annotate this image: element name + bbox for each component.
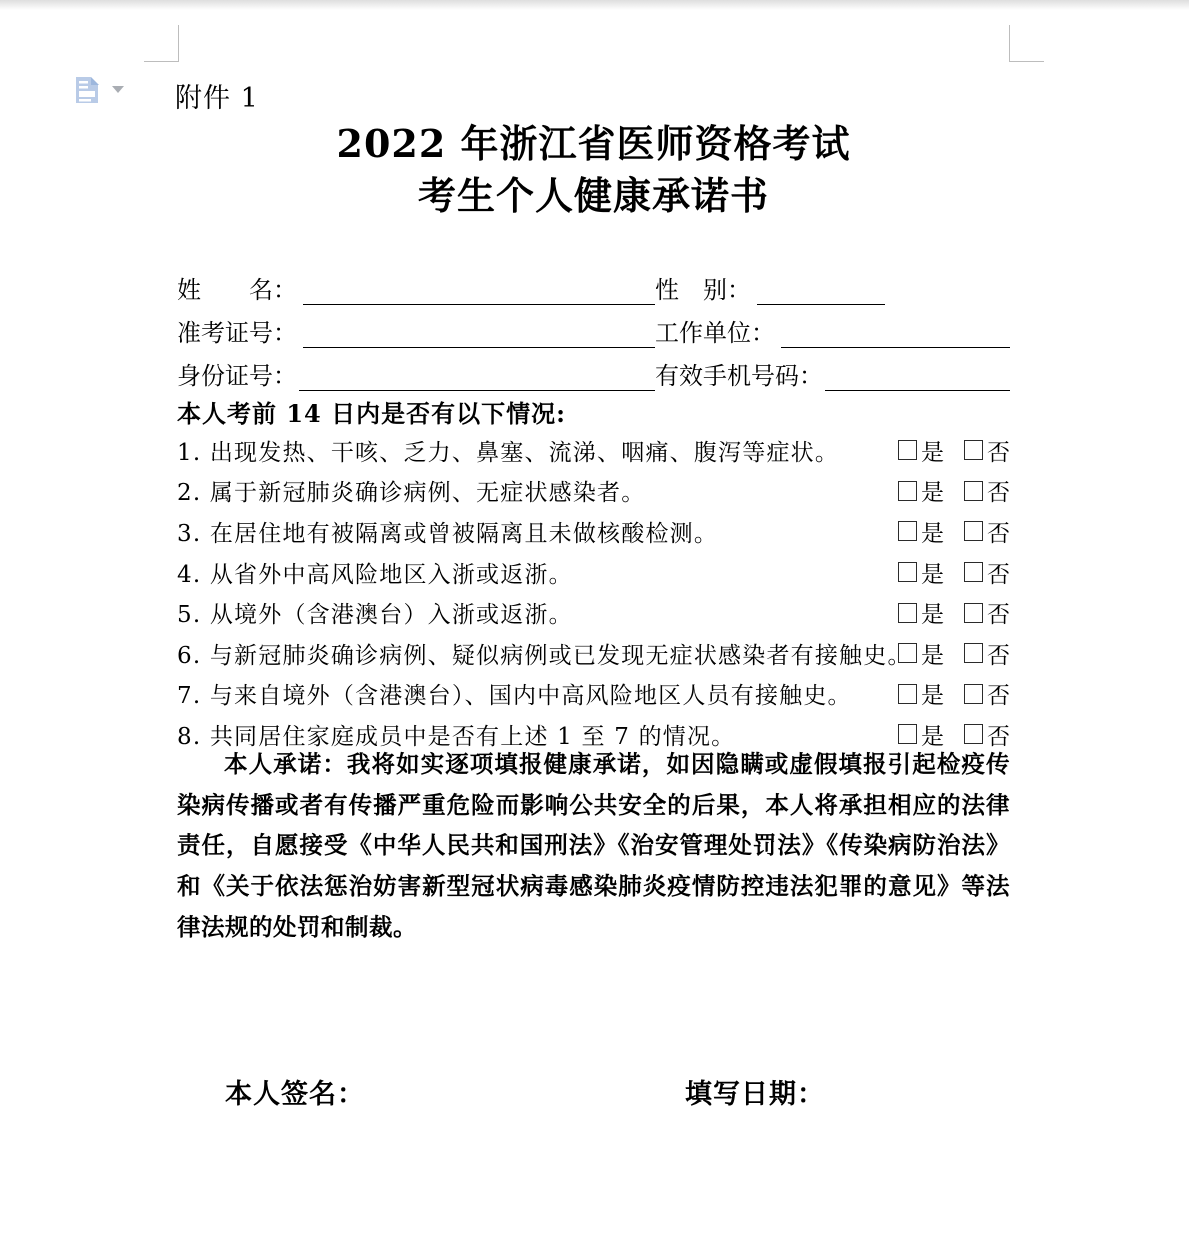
margin-corner-right-icon [1009, 25, 1044, 62]
checklist-row-7 [177, 674, 1010, 715]
margin-corner-left-icon [144, 25, 179, 62]
no-checkbox-7[interactable]: 否 [964, 677, 1010, 710]
paste-options-button[interactable] [74, 74, 126, 106]
window-top-edge [0, 0, 1189, 10]
checklist-row-4 [177, 552, 1010, 593]
work-unit-label: 工作单位： [655, 319, 775, 347]
checklist-heading: 本人考前 14 日内是否有以下情况: [177, 399, 566, 428]
checkbox-icon[interactable] [898, 440, 917, 460]
no-checkbox-3[interactable]: 否 [964, 515, 1010, 548]
yes-checkbox-8[interactable]: 是 [898, 718, 944, 751]
checkbox-icon[interactable] [964, 684, 983, 704]
gender-field[interactable] [757, 274, 885, 305]
checkbox-icon[interactable] [964, 562, 983, 582]
checkbox-icon[interactable] [898, 643, 917, 663]
form-row-1 [177, 262, 1010, 305]
yes-checkbox-3[interactable]: 是 [898, 515, 944, 548]
checkbox-icon[interactable] [964, 481, 983, 501]
checklist-item-text: 5. 从境外（含港澳台）入浙或返浙。 [177, 602, 573, 629]
form-row-2 [177, 305, 1010, 348]
page-title [177, 118, 1010, 222]
phone-label: 有效手机号码： [655, 362, 823, 390]
no-checkbox-6[interactable]: 否 [964, 637, 1010, 670]
checkbox-icon[interactable] [964, 643, 983, 663]
checkbox-icon[interactable] [898, 562, 917, 582]
yes-checkbox-7[interactable]: 是 [898, 677, 944, 710]
checklist-row-1 [177, 430, 1010, 471]
fill-date-label: 填写日期： [685, 1079, 825, 1110]
page-title-line1: 2022 年浙江省医师资格考试 [336, 121, 851, 166]
checklist-item-text: 2. 属于新冠肺炎确诊病例、无症状感染者。 [177, 480, 646, 507]
checklist-row-5 [177, 592, 1010, 633]
checkbox-icon[interactable] [964, 724, 983, 744]
checkbox-icon[interactable] [898, 684, 917, 704]
checkbox-icon[interactable] [898, 481, 917, 501]
form-row-3 [177, 348, 1010, 391]
page-title-line2: 考生个人健康承诺书 [417, 173, 769, 218]
admission-no-label: 准考证号： [177, 319, 297, 347]
health-checklist [177, 430, 1010, 755]
checklist-item-text: 8. 共同居住家庭成员中是否有上述 1 至 7 的情况。 [177, 723, 736, 750]
checklist-item-text: 6. 与新冠肺炎确诊病例、疑似病例或已发现无症状感染者有接触史。 [177, 642, 912, 669]
checkbox-icon[interactable] [964, 521, 983, 541]
yes-checkbox-2[interactable]: 是 [898, 474, 944, 507]
checklist-row-6 [177, 633, 1010, 674]
checklist-item-text: 1. 出现发热、干咳、乏力、鼻塞、流涕、咽痛、腹泻等症状。 [177, 439, 840, 466]
checklist-row-3 [177, 511, 1010, 552]
checklist-row-2 [177, 471, 1010, 512]
checkbox-icon[interactable] [964, 603, 983, 623]
id-no-label: 身份证号： [177, 362, 297, 390]
yes-checkbox-5[interactable]: 是 [898, 596, 944, 629]
no-checkbox-8[interactable]: 否 [964, 718, 1010, 751]
commitment-paragraph: 本人承诺：我将如实逐项填报健康承诺，如因隐瞒或虚假填报引起检疫传染病传播或者有传播严重危险而影响公共安全的后果，本人将承担相应的法律责任，自愿接受《中华人民共和国刑法》《治安管理处罚法》《传染病防治法》和《关于依法惩治妨害新型冠状病毒感染肺炎疫情防控违法犯罪的意见》等法律法规的处罚和制裁。 [177, 750, 1010, 941]
yes-checkbox-4[interactable]: 是 [898, 556, 944, 589]
checkbox-icon[interactable] [964, 440, 983, 460]
checklist-item-text: 4. 从省外中高风险地区入浙或返浙。 [177, 561, 573, 588]
phone-field[interactable] [825, 360, 1010, 391]
attachment-label: 附件 1 [175, 83, 259, 114]
no-checkbox-2[interactable]: 否 [964, 474, 1010, 507]
checkbox-icon[interactable] [898, 521, 917, 541]
yes-checkbox-1[interactable]: 是 [898, 434, 944, 467]
checkbox-icon[interactable] [898, 724, 917, 744]
id-no-field[interactable] [299, 360, 655, 391]
work-unit-field[interactable] [781, 317, 1010, 348]
checkbox-icon[interactable] [898, 603, 917, 623]
admission-no-field[interactable] [303, 317, 655, 348]
no-checkbox-1[interactable]: 否 [964, 434, 1010, 467]
gender-label: 性 别： [655, 276, 751, 304]
chevron-down-icon [112, 86, 124, 93]
signature-label: 本人签名： [225, 1079, 365, 1110]
no-checkbox-5[interactable]: 否 [964, 596, 1010, 629]
checklist-item-text: 3. 在居住地有被隔离或曾被隔离且未做核酸检测。 [177, 520, 719, 547]
name-label: 姓 名： [177, 276, 297, 304]
no-checkbox-4[interactable]: 否 [964, 556, 1010, 589]
checklist-item-text: 7. 与来自境外（含港澳台）、国内中高风险地区人员有接触史。 [177, 683, 852, 710]
name-field[interactable] [303, 274, 655, 305]
personal-info-form [177, 262, 1010, 391]
yes-checkbox-6[interactable]: 是 [898, 637, 944, 670]
